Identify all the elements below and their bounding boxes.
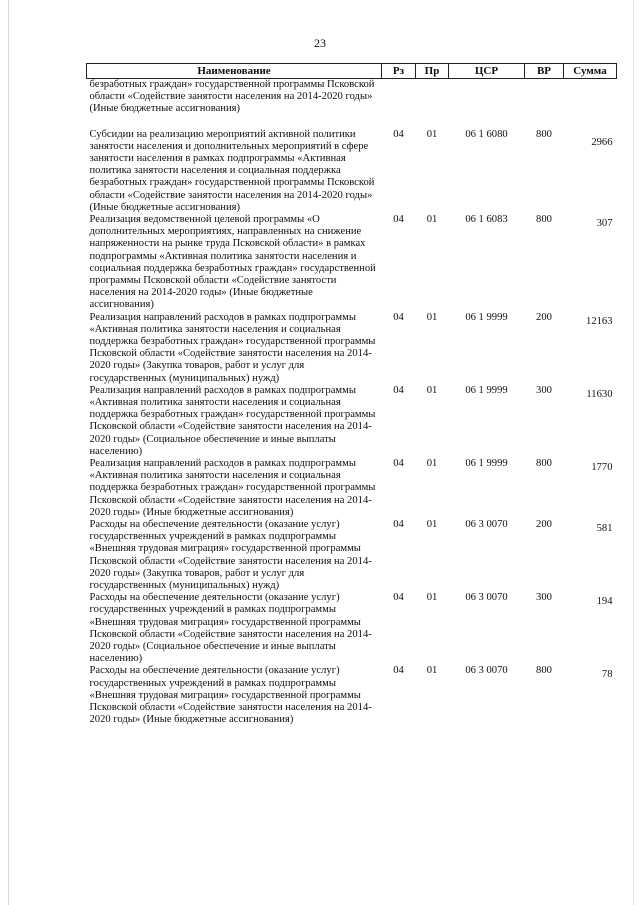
header-sum: Сумма bbox=[564, 64, 617, 79]
scan-edge-right bbox=[633, 0, 634, 905]
row-name: Субсидии на реализацию мероприятий активной политики занятости населения и дополнительных мероприятий в сфере занятости населения в рамках подпрограммы «Активная политика занятости населения и социальная поддержка безработных граждан» государственной программы Псковской области «Содействие занятости населения на 2014-2020 годы» (Иные бюджетные ассигнования) bbox=[89, 128, 375, 213]
row-csr: 06 3 0070 bbox=[465, 519, 508, 530]
row-vr: 200 bbox=[536, 311, 552, 323]
row-sum: 78 bbox=[601, 669, 613, 681]
row-pr: 01 bbox=[426, 592, 438, 604]
header-csr: ЦСР bbox=[449, 64, 525, 79]
row-sum: 1770 bbox=[591, 461, 613, 473]
row-rz: 04 bbox=[393, 519, 404, 530]
table-row bbox=[87, 79, 617, 129]
row-csr: 06 1 9999 bbox=[465, 311, 508, 323]
row-name: Расходы на обеспечение деятельности (оказание услуг) государственных учреждений в рамках подпрограммы «Внешняя трудовая миграция» государственной программы Псковской области «Содействие занятости населения на 2014-2020 годы» (Закупка товаров, работ и услуг для государственных (муниципальных) нужд) bbox=[89, 519, 372, 592]
row-sum: 581 bbox=[596, 523, 613, 534]
row-sum: 307 bbox=[596, 217, 613, 229]
row-rz: 04 bbox=[393, 213, 404, 225]
row-pr: 01 bbox=[426, 311, 438, 323]
row-pr bbox=[416, 79, 449, 129]
table-header-row bbox=[87, 64, 617, 79]
row-pr: 01 bbox=[426, 384, 438, 396]
row-vr bbox=[525, 79, 564, 129]
row-sum: 11630 bbox=[586, 388, 613, 400]
row-name: Реализация направлений расходов в рамках подпрограммы «Активная политика занятости населения и социальная поддержка безработных граждан» государственной программы Псковской области «Содействие занятости населения на 2014-2020 годы» (Социальное обеспечение и иные выплаты населению) bbox=[89, 384, 376, 457]
table-row bbox=[87, 458, 617, 519]
row-pr: 01 bbox=[426, 213, 438, 225]
row-name: Расходы на обеспечение деятельности (оказание услуг) государственных учреждений в рамках подпрограммы «Внешняя трудовая миграция» государственной программы Псковской области «Содействие занятости населения на 2014-2020 годы» (Иные бюджетные ассигнования) bbox=[89, 665, 372, 726]
header-vr: ВР bbox=[525, 64, 564, 79]
row-rz: 04 bbox=[393, 592, 404, 604]
scan-edge-left bbox=[8, 0, 9, 905]
row-pr: 01 bbox=[426, 665, 438, 677]
table-row bbox=[87, 665, 617, 726]
table-row bbox=[87, 592, 617, 665]
page-number: 23 bbox=[314, 36, 326, 50]
row-name: безработных граждан» государственной программы Псковской области «Содействие занятости населения на 2014-2020 годы» (Иные бюджетные ассигнования) bbox=[89, 79, 375, 115]
row-rz: 04 bbox=[393, 457, 404, 469]
table-row bbox=[87, 385, 617, 458]
row-csr: 06 1 9999 bbox=[465, 457, 508, 469]
row-csr bbox=[449, 79, 525, 129]
table-row bbox=[87, 214, 617, 312]
row-rz: 04 bbox=[393, 128, 404, 140]
row-name: Расходы на обеспечение деятельности (оказание услуг) государственных учреждений в рамках подпрограммы «Внешняя трудовая миграция» государственной программы Псковской области «Содействие занятости населения на 2014-2020 годы» (Социальное обеспечение и иные выплаты населению) bbox=[89, 592, 372, 665]
table-row bbox=[87, 129, 617, 214]
row-pr: 01 bbox=[426, 128, 438, 140]
row-sum: 194 bbox=[596, 596, 613, 608]
row-pr: 01 bbox=[426, 519, 438, 530]
table-row bbox=[87, 312, 617, 385]
row-vr: 300 bbox=[536, 592, 552, 604]
row-name: Реализация ведомственной целевой программы «О дополнительных мероприятиях, направленных на снижение напряженности на рынке труда Псковской области» в рамках подпрограммы «Активная политика занятости населения и социальная поддержка безработных граждан» государственной программы Псковской области «Содействие занятости населения на 2014-2020 годы» (Иные бюджетные ассигнования) bbox=[89, 213, 376, 311]
row-csr: 06 3 0070 bbox=[465, 592, 508, 604]
row-rz: 04 bbox=[393, 311, 404, 323]
header-name: Наименование bbox=[87, 64, 382, 79]
row-vr: 800 bbox=[536, 457, 552, 469]
row-csr: 06 3 0070 bbox=[465, 665, 508, 677]
row-vr: 800 bbox=[536, 128, 552, 140]
row-sum bbox=[564, 79, 617, 129]
header-rz: Рз bbox=[382, 64, 416, 79]
row-rz: 04 bbox=[393, 665, 404, 677]
row-vr: 800 bbox=[536, 213, 552, 225]
row-vr: 200 bbox=[536, 519, 552, 530]
row-name: Реализация направлений расходов в рамках подпрограммы «Активная политика занятости населения и социальная поддержка безработных граждан» государственной программы Псковской области «Содействие занятости населения на 2014-2020 годы» (Закупка товаров, работ и услуг для государственных (муниципальных) нужд) bbox=[89, 311, 376, 384]
row-csr: 06 1 6080 bbox=[465, 128, 508, 140]
row-csr: 06 1 9999 bbox=[465, 384, 508, 396]
row-pr: 01 bbox=[426, 457, 438, 469]
row-csr: 06 1 6083 bbox=[465, 213, 508, 225]
row-name: Реализация направлений расходов в рамках подпрограммы «Активная политика занятости населения и социальная поддержка безработных граждан» государственной программы Псковской области «Содействие занятости населения на 2014-2020 годы» (Иные бюджетные ассигнования) bbox=[89, 457, 376, 518]
row-sum: 2966 bbox=[591, 136, 613, 148]
table-row bbox=[87, 519, 617, 592]
header-pr: Пр bbox=[416, 64, 449, 79]
budget-table bbox=[86, 63, 617, 726]
row-vr: 300 bbox=[536, 384, 552, 396]
row-rz bbox=[382, 79, 416, 129]
row-vr: 800 bbox=[536, 665, 552, 677]
row-sum: 12163 bbox=[586, 315, 613, 327]
row-rz: 04 bbox=[393, 384, 404, 396]
